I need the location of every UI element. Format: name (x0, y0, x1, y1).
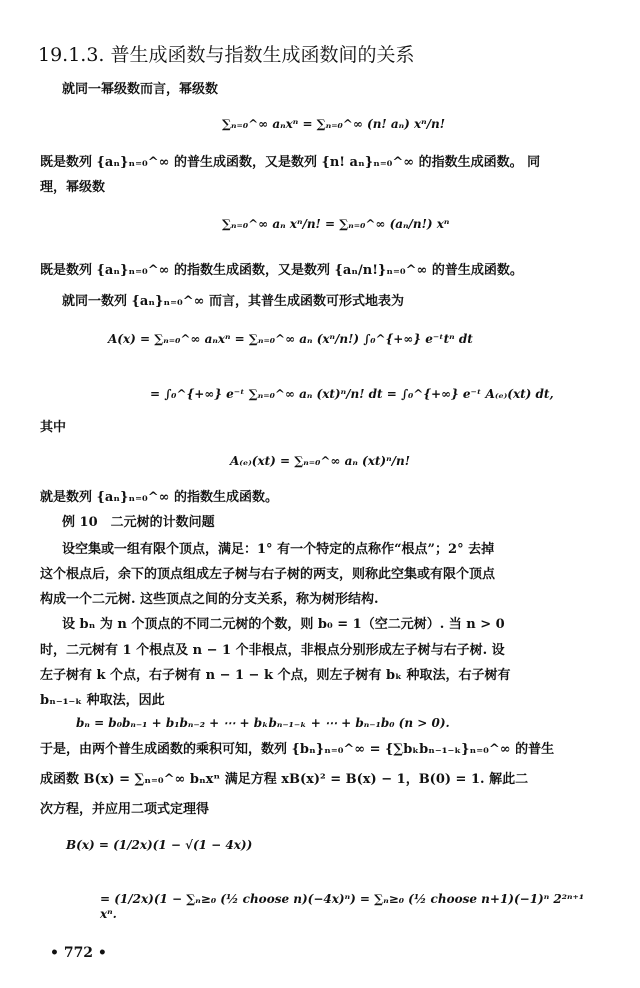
example-heading: 例 10 二元树的计数问题 (62, 515, 215, 530)
paragraph-line: 这个根点后，余下的顶点组成左子树与右子树的两支，则称此空集或有限个顶点 (40, 567, 496, 582)
paragraph-line: 就是数列 {aₙ}ₙ₌₀^∞ 的指数生成函数。 (40, 490, 278, 505)
paragraph-line: 设空集或一组有限个顶点，满足：1° 有一个特定的点称作“根点”；2° 去掉 (62, 542, 495, 557)
paragraph-line: 设 bₙ 为 n 个顶点的不同二元树的个数，则 b₀ = 1（空二元树）. 当 n > 0 (62, 617, 505, 632)
equation: A₍ₑ₎(xt) = ∑ₙ₌₀^∞ aₙ (xt)ⁿ/n! (230, 454, 410, 468)
paragraph-line: 成函数 B(x) = ∑ₙ₌₀^∞ bₙxⁿ 满足方程 xB(x)² = B(x) − 1，B(0) = 1. 解此二 (40, 772, 529, 787)
equation: B(x) = (1/2x)(1 − √(1 − 4x)) (66, 838, 253, 852)
paragraph-line: 理，幂级数 (40, 180, 106, 195)
equation: = ∫₀^{+∞} e⁻ᵗ ∑ₙ₌₀^∞ aₙ (xt)ⁿ/n! dt = ∫₀^{+∞} e⁻ᵗ A₍ₑ₎(xt) dt, (150, 387, 554, 401)
page-number: • 772 • (50, 945, 107, 961)
paragraph-line: 既是数列 {aₙ}ₙ₌₀^∞ 的指数生成函数，又是数列 {aₙ/n!}ₙ₌₀^∞ 的普生成函数。 (40, 263, 523, 278)
equation: = (1/2x)(1 − ∑ₙ≥₀ (½ choose n)(−4x)ⁿ) = ∑ₙ≥₀ (½ choose n+1)(−1)ⁿ 2²ⁿ⁺¹ xⁿ. (100, 892, 585, 921)
paragraph-line: bₙ₋₁₋ₖ 种取法，因此 (40, 693, 165, 708)
paragraph-line: 时，二元树有 1 个根点及 n − 1 个非根点，非根点分别形成左子树与右子树. 设 (40, 643, 505, 658)
paragraph-line: 于是，由两个普生成函数的乘积可知，数列 {bₙ}ₙ₌₀^∞ = {∑bₖbₙ₋₁₋ₖ}ₙ₌₀^∞ 的普生 (40, 742, 555, 757)
paragraph-line: 就同一数列 {aₙ}ₙ₌₀^∞ 而言，其普生成函数可形式地表为 (62, 294, 404, 309)
equation: bₙ = b₀bₙ₋₁ + b₁bₙ₋₂ + ⋯ + bₖbₙ₋₁₋ₖ + ⋯ + bₙ₋₁b₀ (n > 0). (76, 716, 450, 730)
paragraph-line: 构成一个二元树. 这些顶点之间的分支关系，称为树形结构. (40, 592, 379, 607)
section-title: 19.1.3. 普生成函数与指数生成函数间的关系 (38, 44, 415, 66)
paragraph-line: 次方程，并应用二项式定理得 (40, 802, 210, 817)
paragraph-line: 左子树有 k 个点，右子树有 n − 1 − k 个点，则左子树有 bₖ 种取法，右子树有 (40, 668, 511, 683)
equation: ∑ₙ₌₀^∞ aₙxⁿ = ∑ₙ₌₀^∞ (n! aₙ) xⁿ/n! (222, 117, 446, 131)
paragraph-line: 既是数列 {aₙ}ₙ₌₀^∞ 的普生成函数，又是数列 {n! aₙ}ₙ₌₀^∞ 的指数生成函数。 同 (40, 155, 541, 170)
paragraph-line: 其中 (40, 420, 67, 435)
equation: ∑ₙ₌₀^∞ aₙ xⁿ/n! = ∑ₙ₌₀^∞ (aₙ/n!) xⁿ (222, 217, 450, 231)
paragraph-line: 就同一幂级数而言，幂级数 (62, 82, 219, 97)
equation: A(x) = ∑ₙ₌₀^∞ aₙxⁿ = ∑ₙ₌₀^∞ aₙ (xⁿ/n!) ∫₀^{+∞} e⁻ᵗtⁿ dt (108, 332, 473, 346)
